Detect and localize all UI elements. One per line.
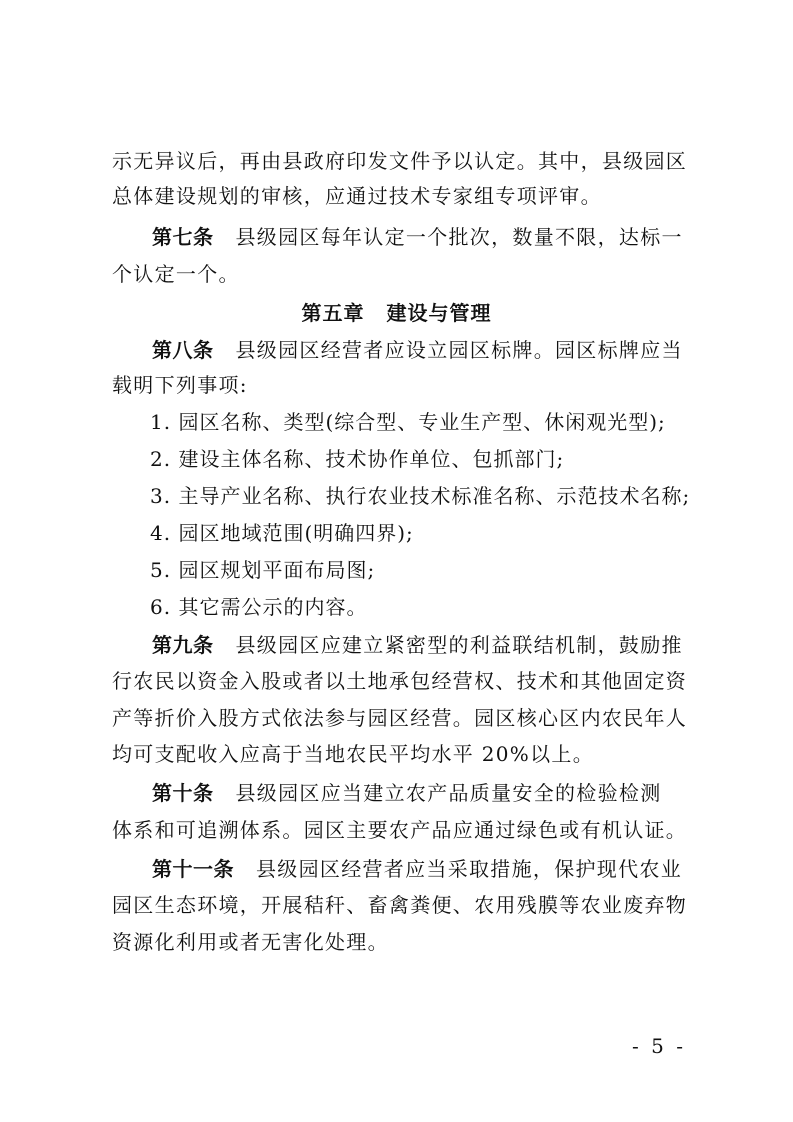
article-10 [152,777,692,809]
body-line: 园区生态环境，开展秸秆、畜禽粪便、农用残膜等农业废弃物 [112,893,688,917]
article-8 [152,334,692,366]
chapter-number: 第五章 [301,301,365,325]
article-8-heading: 第八条 [152,338,214,362]
list-item: 4. 园区地域范围(明确四界); [150,521,414,545]
list-item: 3. 主导产业名称、执行农业技术标准名称、示范技术名称; [150,484,691,508]
article-9-text: 县级园区应建立紧密型的利益联结机制，鼓励推 [235,633,683,657]
article-11-text: 县级园区经营者应当采取措施，保护现代农业 [256,857,682,881]
article-8-text: 县级园区经营者应设立园区标牌。园区标牌应当 [235,338,683,362]
list-item: 5. 园区规划平面布局图; [150,558,376,582]
article-7-heading: 第七条 [152,225,214,249]
body-line: 均可支配收入应高于当地农民平均水平 20%以上。 [112,742,595,766]
page-number: - 5 - [632,1034,686,1058]
body-line: 行农民以资金入股或者以土地承包经营权、技术和其他固定资 [112,669,688,693]
chapter-title: 建设与管理 [386,301,492,325]
body-line: 体系和可追溯体系。园区主要农产品应通过绿色或有机认证。 [112,818,688,842]
body-line: 示无异议后，再由县政府印发文件予以认定。其中，县级园区 [112,149,688,173]
body-line: 个认定一个。 [112,262,240,286]
list-item: 1. 园区名称、类型(综合型、专业生产型、休闲观光型); [150,410,666,434]
list-item: 6. 其它需公示的内容。 [150,595,368,619]
article-9-heading: 第九条 [152,633,214,657]
article-11 [152,853,692,885]
article-11-heading: 第十一条 [152,857,234,881]
chapter-heading [0,297,793,329]
article-10-heading: 第十条 [152,781,214,805]
article-7 [152,221,692,253]
article-10-text: 县级园区应当建立农产品质量安全的检验检测 [235,781,662,805]
article-9 [152,629,692,661]
list-item: 2. 建设主体名称、技术协作单位、包抓部门; [150,447,565,471]
body-line: 资源化利用或者无害化处理。 [112,930,389,954]
body-line: 载明下列事项: [112,373,248,397]
body-line: 产等折价入股方式依法参与园区经营。园区核心区内农民年人 [112,706,688,730]
article-7-text: 县级园区每年认定一个批次，数量不限，达标一 [235,225,683,249]
body-line: 总体建设规划的审核，应通过技术专家组专项评审。 [112,184,602,208]
